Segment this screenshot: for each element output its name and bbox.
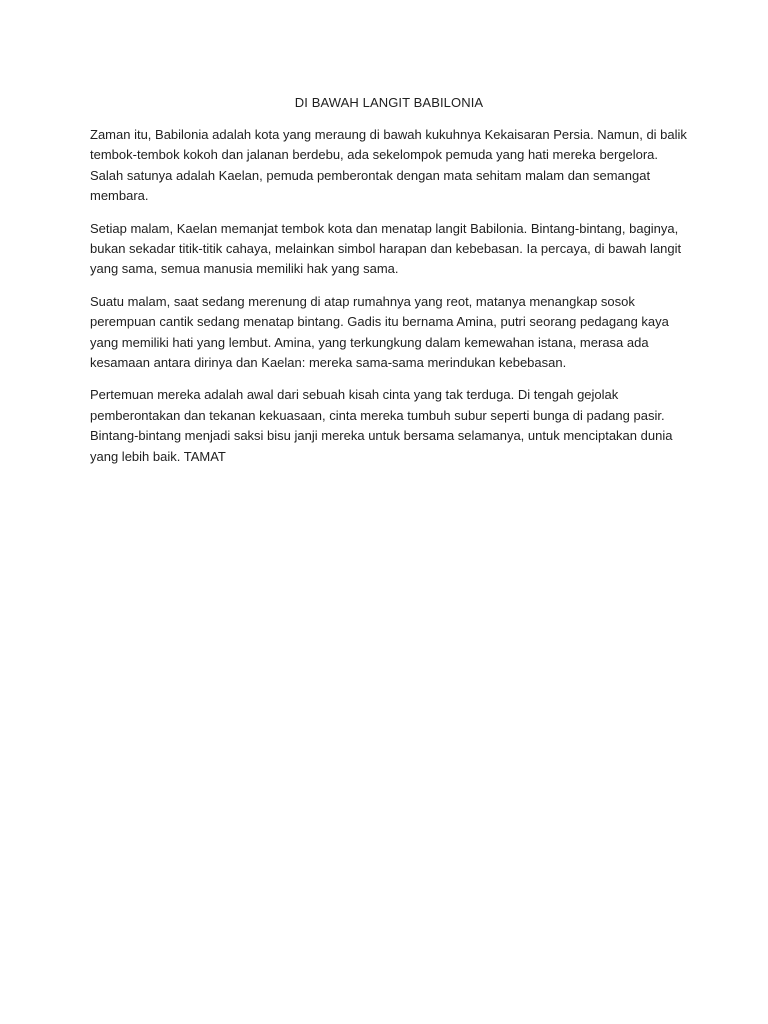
text-line: perempuan cantik sedang menatap bintang. Gadis itu bernama Amina, putri seorang pedagang kaya (90, 314, 669, 330)
text-line: yang lebih baik. TAMAT (90, 448, 226, 464)
text-line: kesamaan antara dirinya dan Kaelan: mereka sama-sama merindukan kebebasan. (90, 355, 567, 371)
text-line: Salah satunya adalah Kaelan, pemuda pemberontak dengan mata sehitam malam dan semangat (90, 167, 651, 183)
text-line: Zaman itu, Babilonia adalah kota yang meraung di bawah kukuhnya Kekaisaran Persia. Namun, di balik (90, 127, 687, 142)
text-line: pemberontakan dan tekanan kekuasaan, cinta mereka tumbuh subur seperti bunga di padang pasir. (90, 407, 665, 423)
paragraph-4 (90, 385, 680, 467)
text-line: Suatu malam, saat sedang merenung di atap rumahnya yang reot, matanya menangkap sosok (90, 293, 635, 309)
text-line: Setiap malam, Kaelan memanjat tembok kota dan menatap langit Babilonia. Bintang-bintang, baginya, (90, 220, 679, 236)
paragraph-3 (90, 292, 680, 374)
text-line: tembok-tembok kokoh dan jalanan berdebu, ada sekelompok pemuda yang hati mereka bergelora. (90, 147, 659, 163)
paragraph-2 (90, 219, 680, 280)
paragraph-1 (90, 125, 687, 207)
document-body (90, 94, 687, 479)
document-title: DI BAWAH LANGIT BABILONIA (294, 95, 484, 110)
text-line: membara. (90, 188, 149, 204)
text-line: Bintang-bintang menjadi saksi bisu janji mereka untuk bersama selamanya, untuk menciptakan dunia (90, 428, 673, 444)
text-line: yang sama, semua manusia memiliki hak yang sama. (90, 261, 399, 277)
text-line: yang memiliki hati yang lembut. Amina, yang terkungkung dalam kemewahan istana, merasa ada (90, 334, 649, 350)
text-line: bukan sekadar titik-titik cahaya, melainkan simbol harapan dan kebebasan. Ia percaya, di bawah langit (90, 241, 682, 257)
text-line: Pertemuan mereka adalah awal dari sebuah kisah cinta yang tak terduga. Di tengah gejolak (90, 387, 619, 403)
